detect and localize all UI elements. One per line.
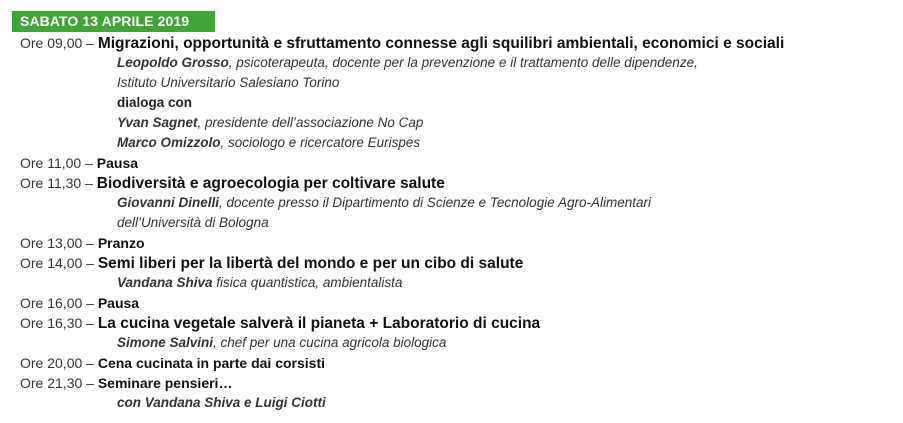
agenda-item: [20, 313, 895, 333]
session-title: Migrazioni, opportunità e sfruttamento connesse agli squilibri ambientali, economici e sociali: [97, 35, 785, 52]
speaker-description: con Vandana Shiva e Luigi Ciotti: [117, 395, 326, 410]
session-title: Semi liberi per la libertà del mondo e per un cibo di salute: [97, 255, 524, 272]
session-title: Seminare pensieri…: [97, 375, 233, 391]
speaker-line: [20, 53, 895, 73]
agenda-item: [20, 353, 895, 373]
session-time: Ore 11,30 –: [20, 175, 93, 191]
session-time: Ore 13,00 –: [20, 235, 94, 251]
speaker-name: Vandana Shiva: [117, 275, 213, 290]
speaker-line: [20, 333, 895, 353]
speaker-description: Istituto Universitario Salesiano Torino: [117, 75, 340, 90]
agenda-item: [20, 153, 895, 173]
speaker-line-continued: [20, 73, 895, 93]
session-title: Pausa: [97, 295, 140, 311]
speaker-line: [20, 133, 895, 153]
dialoga-text: dialoga con: [117, 95, 193, 110]
speaker-name: Simone Salvini: [117, 335, 214, 350]
agenda: [20, 33, 895, 413]
agenda-item: [20, 373, 895, 393]
speaker-name: Leopoldo Grosso: [117, 55, 229, 70]
agenda-item: [20, 33, 895, 53]
agenda-item: [20, 173, 895, 193]
session-title: Cena cucinata in parte dai corsisti: [97, 355, 326, 371]
speaker-description: fisica quantistica, ambientalista: [212, 275, 403, 290]
speaker-description: , psicoterapeuta, docente per la prevenzione e il trattamento delle dipendenze,: [228, 55, 698, 70]
speaker-description: , chef per una cucina agricola biologica: [213, 335, 447, 350]
speaker-name: Marco Omizzolo: [117, 135, 221, 150]
agenda-item: [20, 293, 895, 313]
speaker-description: dell’Università di Bologna: [117, 215, 269, 230]
speaker-line: [20, 193, 895, 213]
agenda-item: [20, 233, 895, 253]
session-time: Ore 09,00 –: [20, 35, 94, 51]
speaker-line-continued: [20, 213, 895, 233]
dialoga-label: [20, 93, 895, 113]
session-time: Ore 20,00 –: [20, 355, 94, 371]
speaker-description: , docente presso il Dipartimento di Scienze e Tecnologie Agro-Alimentari: [219, 195, 651, 210]
speaker-name: Giovanni Dinelli: [117, 195, 220, 210]
session-title: Biodiversità e agroecologia per coltivare salute: [96, 175, 445, 192]
session-title: Pranzo: [97, 235, 145, 251]
session-time: Ore 21,30 –: [20, 375, 94, 391]
date-label: SABATO 13 APRILE 2019: [20, 13, 190, 29]
session-title: Pausa: [96, 155, 139, 171]
date-banner: [12, 11, 215, 32]
speaker-name: Yvan Sagnet: [117, 115, 198, 130]
speaker-line: [20, 273, 895, 293]
agenda-item: [20, 253, 895, 273]
session-time: Ore 16,30 –: [20, 315, 94, 331]
speaker-line: [20, 113, 895, 133]
speaker-description: , sociologo e ricercatore Eurispes: [220, 135, 421, 150]
speaker-line: [20, 393, 895, 413]
session-time: Ore 16,00 –: [20, 295, 94, 311]
session-time: Ore 14,00 –: [20, 255, 94, 271]
session-title: La cucina vegetale salverà il pianeta + Laboratorio di cucina: [97, 315, 541, 332]
speaker-description: , presidente dell’associazione No Cap: [197, 115, 424, 130]
session-time: Ore 11,00 –: [20, 155, 93, 171]
